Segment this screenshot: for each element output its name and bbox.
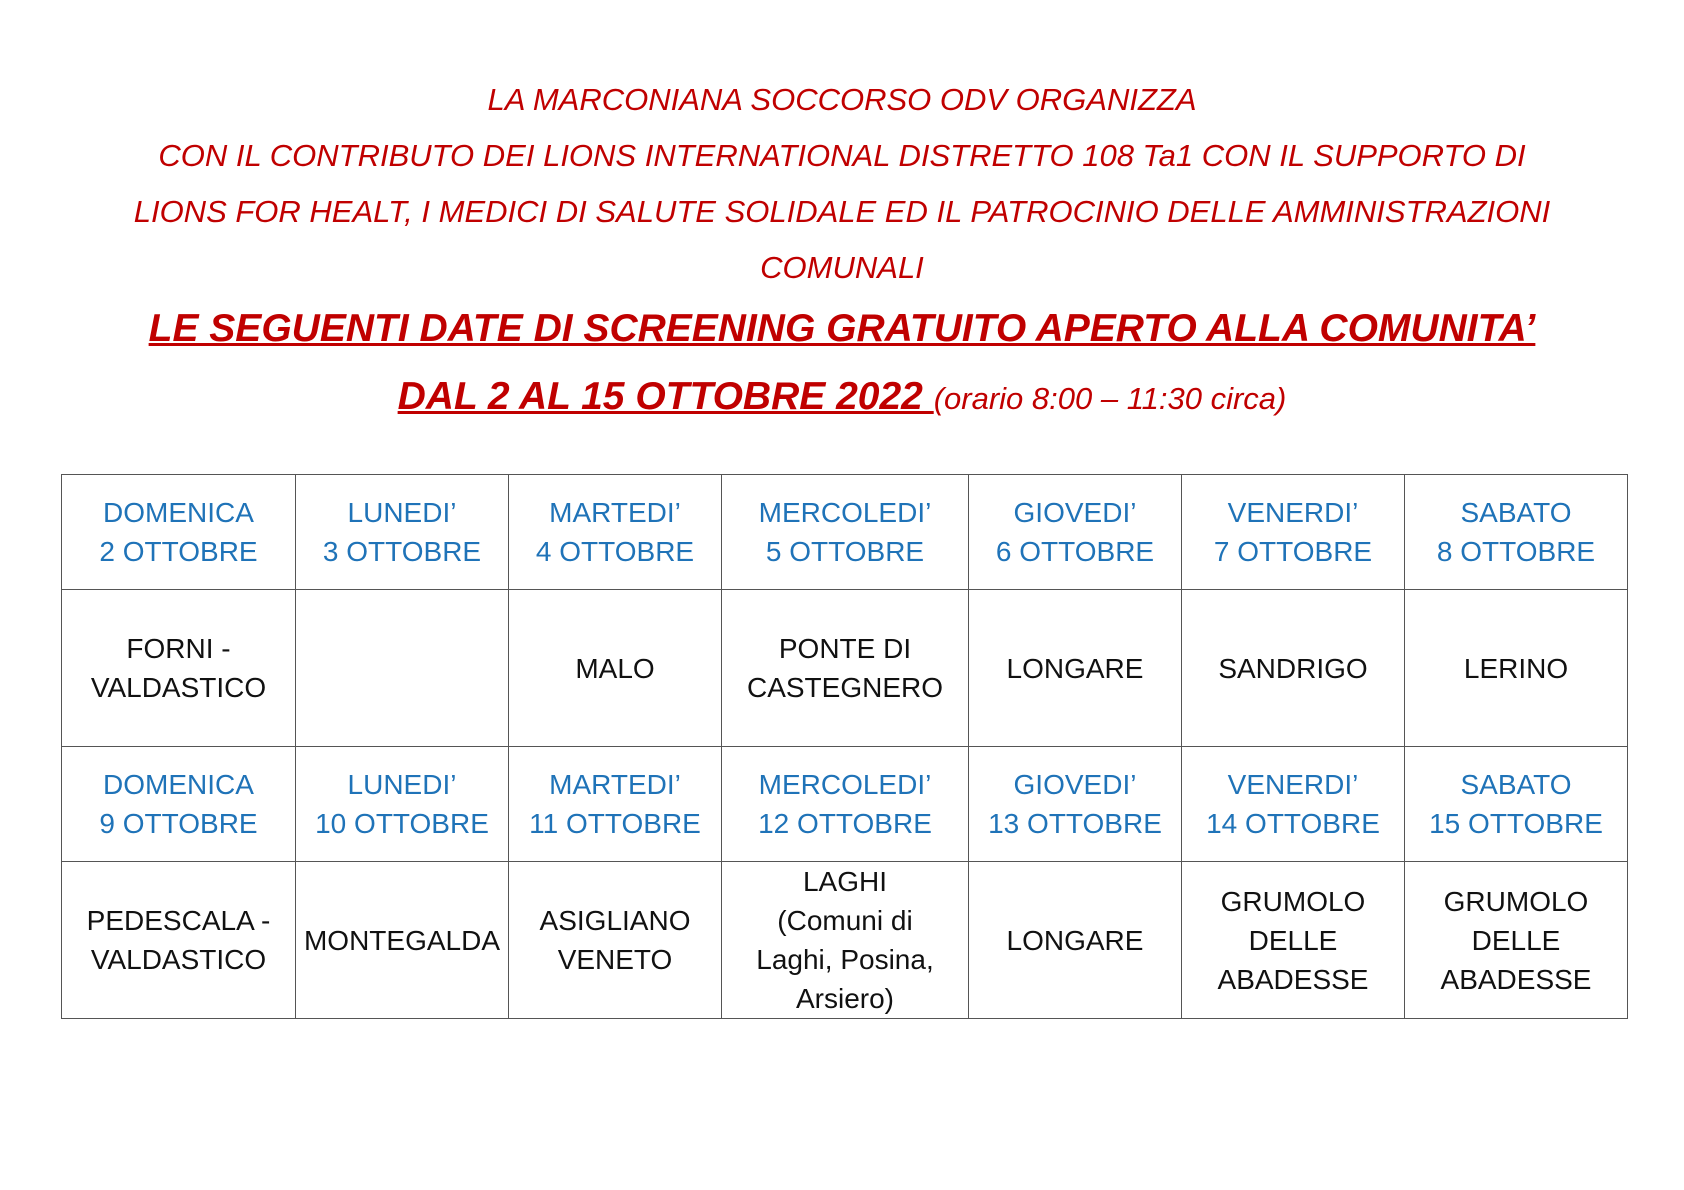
location-text: LERINO — [1463, 652, 1569, 684]
location-cell — [969, 862, 1182, 1019]
week2-day-row — [62, 747, 1628, 862]
schedule-table — [61, 474, 1628, 1019]
day-cell — [1405, 747, 1628, 862]
location-text: VENETO — [557, 944, 673, 975]
location-cell — [722, 862, 969, 1019]
location-cell — [296, 862, 509, 1019]
week1-place-row — [62, 590, 1628, 747]
intro-line: LIONS FOR HEALT, I MEDICI DI SALUTE SOLIDALE ED IL PATROCINIO DELLE AMMINISTRAZIONI — [133, 194, 1551, 229]
location-cell — [1182, 862, 1405, 1019]
week1-day-row — [62, 475, 1628, 590]
location-cell — [509, 590, 722, 747]
day-cell — [62, 747, 296, 862]
location-text: ABADESSE — [1217, 963, 1369, 995]
location-cell — [1182, 590, 1405, 747]
day-date: 7 OTTOBRE — [1213, 536, 1373, 567]
intro-line: CON IL CONTRIBUTO DEI LIONS INTERNATIONAL DISTRETTO 108 Ta1 CON IL SUPPORTO DI — [158, 138, 1526, 173]
day-date: 2 OTTOBRE — [99, 536, 258, 567]
day-cell — [62, 475, 296, 590]
day-date: 3 OTTOBRE — [322, 536, 482, 567]
location-cell — [509, 862, 722, 1019]
location-text: MALO — [575, 652, 655, 684]
location-cell — [62, 590, 296, 747]
day-cell — [509, 475, 722, 590]
headline: LE SEGUENTI DATE DI SCREENING GRATUITO APERTO ALLA COMUNITA’ — [148, 307, 1536, 350]
day-date: 11 OTTOBRE — [529, 808, 701, 839]
day-name: MARTEDI’ — [549, 497, 681, 528]
location-cell — [722, 590, 969, 747]
location-text: PEDESCALA - — [86, 905, 271, 936]
day-date: 12 OTTOBRE — [758, 808, 932, 839]
day-name: GIOVEDI’ — [1013, 769, 1137, 800]
location-text: LAGHI — [802, 866, 888, 897]
location-text: MONTEGALDA — [303, 924, 501, 956]
hours-note: (orario 8:00 – 11:30 circa) — [933, 381, 1287, 416]
location-text: DELLE — [1471, 924, 1561, 956]
date-range: DAL 2 AL 15 OTTOBRE 2022 — [397, 375, 934, 418]
location-text: ABADESSE — [1440, 963, 1592, 995]
day-date: 15 OTTOBRE — [1429, 808, 1603, 839]
day-date: 4 OTTOBRE — [535, 536, 695, 567]
day-name: DOMENICA — [103, 769, 254, 800]
day-name: MERCOLEDI’ — [758, 769, 932, 800]
day-name: SABATO — [1460, 769, 1572, 800]
location-text: GRUMOLO — [1443, 885, 1589, 917]
day-date: 6 OTTOBRE — [995, 536, 1155, 567]
location-text: DELLE — [1248, 924, 1338, 956]
day-name: LUNEDI’ — [347, 497, 457, 528]
location-text: SANDRIGO — [1218, 652, 1368, 684]
day-date: 5 OTTOBRE — [765, 536, 925, 567]
day-cell — [1182, 747, 1405, 862]
day-cell — [296, 747, 509, 862]
location-text: (Comuni di — [777, 905, 913, 936]
day-cell — [722, 747, 969, 862]
day-date: 8 OTTOBRE — [1436, 536, 1596, 567]
day-name: MARTEDI’ — [549, 769, 681, 800]
date-line — [60, 364, 1624, 438]
location-text: Arsiero) — [795, 983, 894, 1014]
day-cell — [969, 475, 1182, 590]
location-cell — [62, 862, 296, 1019]
location-cell — [1405, 590, 1628, 747]
day-cell — [509, 747, 722, 862]
day-name: SABATO — [1460, 497, 1572, 528]
location-text: ASIGLIANO — [539, 905, 691, 936]
day-name: DOMENICA — [103, 497, 254, 528]
location-text: CASTEGNERO — [746, 672, 944, 703]
day-name: GIOVEDI’ — [1013, 497, 1137, 528]
intro-line: COMUNALI — [760, 250, 924, 285]
location-text: PONTE DI — [778, 633, 912, 664]
day-date: 9 OTTOBRE — [99, 808, 258, 839]
week2-place-row — [62, 862, 1628, 1019]
header — [60, 72, 1624, 438]
day-cell — [722, 475, 969, 590]
day-cell — [296, 475, 509, 590]
location-text: LONGARE — [1006, 924, 1144, 956]
day-cell — [1405, 475, 1628, 590]
location-text: VALDASTICO — [90, 672, 267, 703]
location-text: GRUMOLO — [1220, 885, 1366, 917]
day-name: VENERDI’ — [1227, 497, 1359, 528]
location-cell — [296, 590, 509, 747]
day-name: VENERDI’ — [1227, 769, 1359, 800]
location-text: FORNI - — [126, 633, 231, 664]
location-cell — [1405, 862, 1628, 1019]
day-cell — [969, 747, 1182, 862]
intro-line: LA MARCONIANA SOCCORSO ODV ORGANIZZA — [487, 82, 1197, 117]
day-name: LUNEDI’ — [347, 769, 457, 800]
day-cell — [1182, 475, 1405, 590]
day-date: 13 OTTOBRE — [988, 808, 1162, 839]
day-date: 14 OTTOBRE — [1206, 808, 1380, 839]
location-cell — [969, 590, 1182, 747]
day-name: MERCOLEDI’ — [758, 497, 932, 528]
day-date: 10 OTTOBRE — [315, 808, 489, 839]
location-text: VALDASTICO — [90, 944, 267, 975]
location-text: LONGARE — [1006, 652, 1144, 684]
location-text: Laghi, Posina, — [756, 944, 934, 975]
